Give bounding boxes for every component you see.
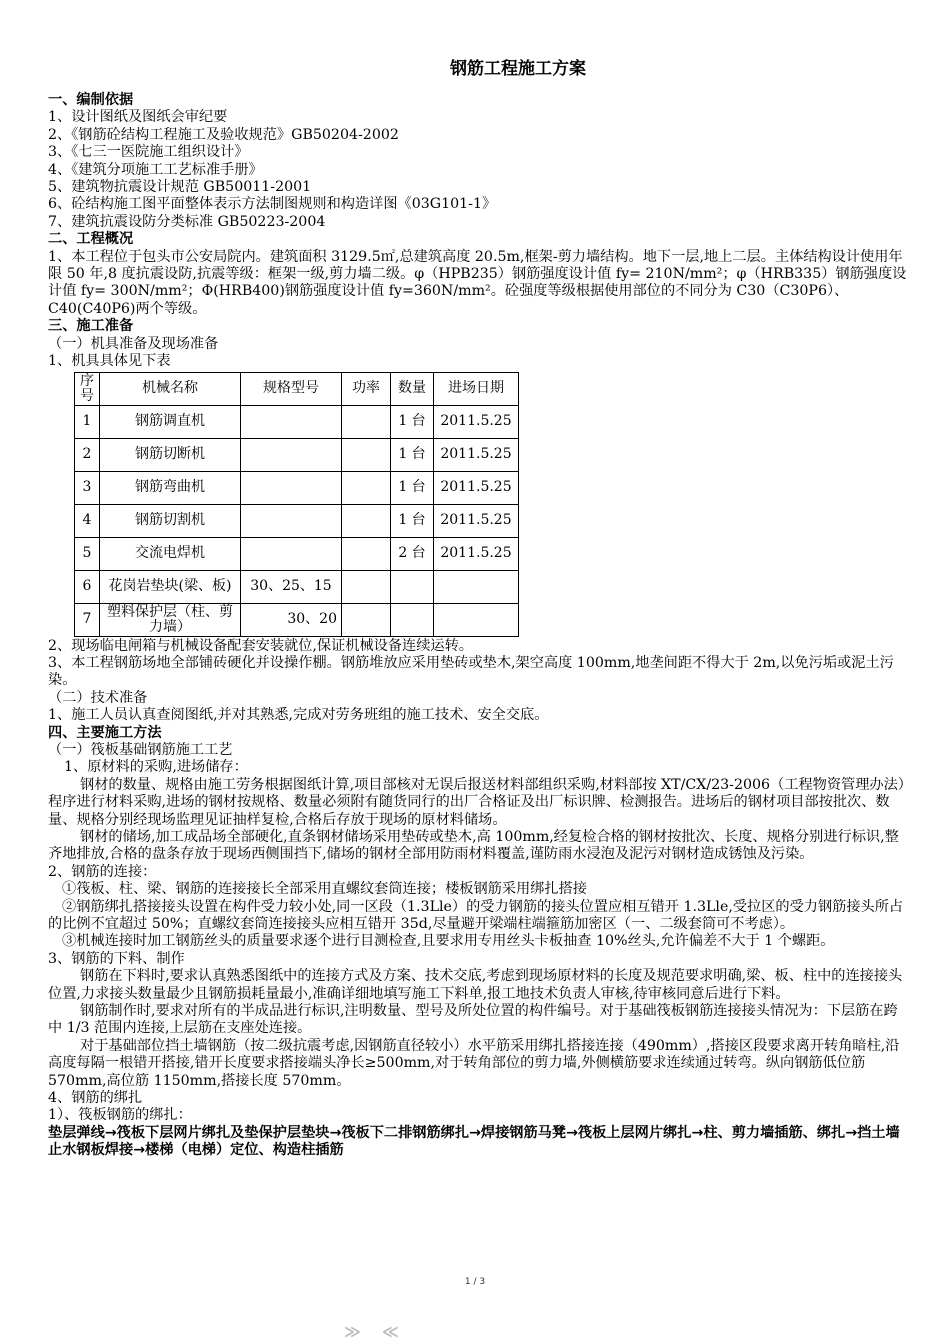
table-cell [391, 570, 434, 603]
table-cell: 塑料保护层（柱、剪力墙） [100, 603, 241, 636]
document-page [48, 58, 908, 1160]
table-cell: 钢筋切断机 [100, 438, 241, 471]
section-heading-overview: 二、工程概况 [48, 231, 134, 248]
table-cell [434, 603, 519, 636]
table-cell [342, 504, 391, 537]
table-cell: 2011.5.25 [434, 405, 519, 438]
table-cell [391, 603, 434, 636]
basis-item: 4、《建筑分项施工工艺标准手册》 [48, 161, 263, 178]
table-row [75, 603, 519, 636]
table-cell: 交流电焊机 [100, 537, 241, 570]
section-heading-methods: 四、主要施工方法 [48, 724, 162, 741]
table-cell [342, 438, 391, 471]
table-cell: 6 [75, 570, 100, 603]
table-cell: 30、25、15 [241, 570, 342, 603]
table-row [75, 405, 519, 438]
prep-item-site: 3、本工程钢筋场地全部铺砖硬化并设操作棚。钢筋堆放应采用垫砖或垫木,架空高度 100mm,地垄间距不得大于 2m,以免污垢或泥土污染。 [48, 654, 894, 689]
header-cell: 序号 [75, 372, 100, 405]
header-cell: 功率 [342, 372, 391, 405]
connection-item: ③机械连接时加工钢筋丝头的质量要求逐个进行目测检查,且要求用专用丝头卡板抽查 10%丝头,允许偏差不大于 1 个螺距。 [62, 933, 835, 950]
subheading-connection: 2、钢筋的连接： [48, 863, 157, 880]
table-cell: 4 [75, 504, 100, 537]
table-cell: 30、20 [241, 603, 342, 636]
basis-item: 3、《七三一医院施工组织设计》 [48, 144, 249, 161]
basis-item: 1、设计图纸及图纸会审纪要 [48, 109, 228, 126]
paragraph-retaining-wall: 对于基础部位挡土墙钢筋（按二级抗震考虑,因钢筋直径较小）水平筋采用绑扎搭接连接（490mm）,搭接区段要求离开转角暗柱,沿高度每隔一根错开搭接,错开长度要求搭接端头净长≥500mm,对于转角部位的剪力墙,外侧横筋要求连续通过转弯。纵向钢筋低位筋 570mm,高位筋 1150mm,搭接长度 570mm。 [48, 1037, 900, 1089]
paragraph-procurement: 钢材的数量、规格由施工劳务根据图纸计算,项目部核对无误后报送材料部组织采购,材料部按 XT/CX/23-2006（工程物资管理办法）程序进行材料采购,进场的钢材按规格、数量必须附有随货同行的出厂合格证及出厂标识牌、检测报告。进场后的钢材项目部按批次、数量、规格分别经现场监理见证抽样复检,合格后存放于现场的原材料储场。 [48, 776, 905, 828]
table-cell: 2 台 [391, 537, 434, 570]
table-cell [241, 438, 342, 471]
header-cell: 进场日期 [434, 372, 519, 405]
header-cell: 机械名称 [100, 372, 241, 405]
table-cell: 钢筋切割机 [100, 504, 241, 537]
table-cell [241, 504, 342, 537]
paragraph-fabrication: 钢筋制作时,要求对所有的半成品进行标识,注明数量、型号及所处位置的构件编号。对于基础筏板钢筋连接接头情况为：下层筋在跨中 1/3 范围内连接,上层筋在支座处连接。 [48, 1003, 898, 1037]
basis-item: 7、建筑抗震设防分类标准 GB50223-2004 [48, 213, 326, 230]
basis-item: 5、建筑物抗震设计规范 GB50011-2001 [48, 179, 312, 196]
table-cell: 2011.5.25 [434, 471, 519, 504]
table-cell: 1 台 [391, 405, 434, 438]
document-title: 钢筋工程施工方案 [450, 59, 586, 79]
subheading-binding: 4、钢筋的绑扎 [48, 1090, 143, 1107]
subheading-cutting: 3、钢筋的下料、制作 [48, 950, 185, 967]
table-cell: 5 [75, 537, 100, 570]
watermark-left-icon: ≫ [344, 1322, 361, 1341]
table-cell [434, 570, 519, 603]
equipment-table [74, 372, 519, 637]
table-row [75, 537, 519, 570]
subheading-raft-binding: 1）、筏板钢筋的绑扎： [48, 1107, 192, 1124]
connection-item: ②钢筋绑扎搭接接头设置在构件受力较小处,同一区段（1.3Lle）的受力钢筋的接头位置应相互错开 1.3Lle,受拉区的受力钢筋接头所占的比例不宜超过 50%；直螺纹套筒连接接头应相互错开 35d,尽量避开梁端柱端箍筋加密区（一、二级套筒可不考虑）。 [48, 898, 904, 932]
basis-item: 6、砼结构施工图平面整体表示方法制图规则和构造详图《03G101-1》 [48, 196, 497, 213]
table-cell [241, 471, 342, 504]
table-cell [342, 603, 391, 636]
table-cell [342, 537, 391, 570]
process-flow: 垫层弹线→筏板下层网片绑扎及垫保护层垫块→筏板下二排钢筋绑扎→焊接钢筋马凳→筏板上层网片绑扎→柱、剪力墙插筋、绑扎→挡土墙止水钢板焊接→楼梯（电梯）定位、构造柱插筋 [48, 1124, 900, 1159]
equipment-intro: 1、机具具体见下表 [48, 353, 171, 370]
table-cell [342, 405, 391, 438]
overview-paragraph: 1、本工程位于包头市公安局院内。建筑面积 3129.5㎡,总建筑高度 20.5m,框架-剪力墙结构。地下一层,地上二层。主体结构设计使用年限 50 年,8 度抗震设防,抗震等级：框架一级,剪力墙二级。φ（HPB235）钢筋强度设计值 fy= 210N/mm²；φ（HRB335）钢筋强度设计值 fy= 300N/mm²；Φ(HRB400)钢筋强度设计值 fy=360N/mm²。砼强度等级根据使用部位的不同分为 C30（C30P6）、C40(C40P6)两个等级。 [48, 248, 907, 317]
table-cell: 7 [75, 603, 100, 636]
table-cell: 1 [75, 405, 100, 438]
table-row [75, 438, 519, 471]
table-cell: 3 [75, 471, 100, 504]
page-number: 1 / 3 [464, 1277, 486, 1287]
section-heading-preparation: 三、施工准备 [48, 318, 134, 335]
header-cell: 规格型号 [241, 372, 342, 405]
section-heading-basis: 一、编制依据 [48, 92, 134, 108]
table-cell: 1 台 [391, 471, 434, 504]
connection-item: ①筏板、柱、梁、钢筋的连接接长全部采用直螺纹套筒连接；楼板钢筋采用绑扎搭接 [62, 881, 587, 898]
subheading-technical: （二）技术准备 [48, 689, 148, 706]
table-cell: 钢筋弯曲机 [100, 471, 241, 504]
table-row [75, 504, 519, 537]
basis-item: 2、《钢筋砼结构工程施工及验收规范》GB50204-2002 [48, 126, 399, 143]
table-row [75, 570, 519, 603]
subheading-raft-foundation: （一）筏板基础钢筋施工工艺 [48, 741, 233, 758]
header-cell: 数量 [391, 372, 434, 405]
paragraph-storage: 钢材的储场,加工成品场全部硬化,直条钢材储场采用垫砖或垫木,高 100mm,经复检合格的钢材按批次、长度、规格分别进行标识,整齐地排放,合格的盘条存放于现场西侧围挡下,储场的钢材全部用防雨材料覆盖,谨防雨水浸泡及泥污对钢材造成锈蚀及污染。 [48, 828, 899, 863]
table-cell [342, 471, 391, 504]
table-cell: 2 [75, 438, 100, 471]
table-cell: 1 台 [391, 504, 434, 537]
paragraph-cutting: 钢筋在下料时,要求认真熟悉图纸中的连接方式及方案、技术交底,考虑到现场原材料的长度及规范要求明确,梁、板、柱中的连接接头位置,力求接头数量最少且钢筋损耗量最小,准确详细地填写施工下料单,报工地技术负责人审核,待审核同意后进行下料。 [48, 968, 903, 1002]
table-cell [241, 405, 342, 438]
table-cell [342, 570, 391, 603]
table-cell: 2011.5.25 [434, 504, 519, 537]
table-row [75, 471, 519, 504]
table-cell: 2011.5.25 [434, 537, 519, 570]
prep-item-power: 2、现场临电闸箱与机械设备配套安装就位,保证机械设备连续运转。 [48, 637, 473, 654]
subheading-equipment: （一）机具准备及现场准备 [48, 335, 219, 352]
table-cell: 1 台 [391, 438, 434, 471]
subheading-materials: 1、原材料的采购,进场储存： [64, 759, 248, 776]
table-cell: 钢筋调直机 [100, 405, 241, 438]
watermark-right-icon: ≪ [382, 1322, 399, 1341]
table-header-row [75, 372, 519, 405]
prep-item-technical: 1、施工人员认真查阅图纸,并对其熟悉,完成对劳务班组的施工技术、安全交底。 [48, 707, 549, 724]
table-cell: 2011.5.25 [434, 438, 519, 471]
table-cell [241, 537, 342, 570]
table-cell: 花岗岩垫块(梁、板) [100, 570, 241, 603]
